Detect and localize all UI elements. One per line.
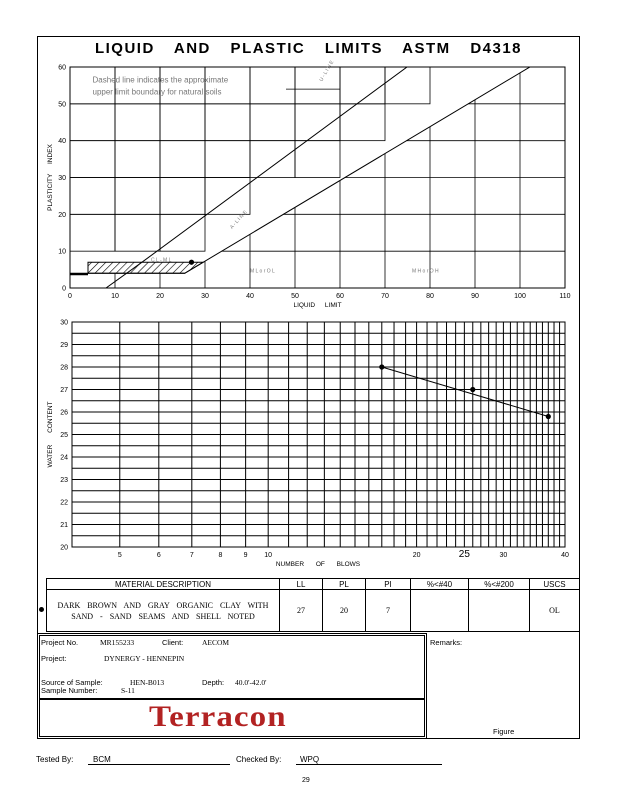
flow-point	[546, 414, 551, 419]
page-title: LIQUID AND PLASTIC LIMITS ASTM D4318	[94, 40, 523, 57]
flow-y-tick: 28	[60, 364, 68, 372]
plasticity-y-tick: 30	[58, 175, 66, 182]
plasticity-grid-cell	[250, 141, 295, 178]
plasticity-chart	[47, 0, 571, 309]
depth-value: 40.0'-42.0'	[235, 678, 267, 687]
header-p200: %<#200	[469, 579, 530, 590]
plasticity-grid-cell	[205, 104, 250, 141]
flow-x-tick: 9	[243, 552, 248, 559]
flow-point	[470, 387, 475, 392]
flow-point	[379, 364, 384, 369]
flow-y-tick: 29	[60, 342, 68, 349]
plasticity-grid-cell	[70, 141, 115, 178]
page-number: 29	[302, 777, 310, 784]
sample-value: S-11	[121, 686, 135, 695]
flow-y-tick: 20	[60, 544, 68, 552]
plasticity-x-tick: 70	[381, 293, 389, 300]
flow-x-tick: 20	[412, 552, 421, 559]
source-label: Source of Sample:	[41, 678, 103, 687]
plasticity-y-tick: 0	[62, 285, 66, 293]
flow-x-tick: 25	[458, 549, 470, 560]
plasticity-grid-cell	[295, 67, 340, 104]
flow-y-tick: 24	[60, 454, 68, 462]
value-p40	[411, 590, 469, 632]
flow-y-label: WATER CONTENT	[47, 401, 54, 468]
value-p200	[469, 590, 530, 632]
desc-line-1: DARK BROWN AND GRAY ORGANIC CLAY WITH	[57, 600, 269, 610]
plasticity-grid-cell	[70, 104, 115, 141]
flow-y-tick: 27	[60, 387, 68, 394]
client-value: AECOM	[202, 638, 230, 647]
flow-x-tick: 8	[218, 552, 223, 559]
plasticity-x-tick: 0	[68, 293, 72, 300]
flow-y-tick: 26	[60, 409, 68, 417]
cl-ml-label: C L - M L	[151, 257, 172, 264]
header-p40: %<#40	[411, 579, 469, 590]
client-label: Client:	[162, 638, 184, 647]
project-no-value: MR155233	[100, 638, 135, 647]
header-uscs: USCS	[530, 579, 580, 590]
flow-x-tick: 40	[561, 552, 569, 559]
plasticity-grid-cell	[340, 67, 385, 104]
plasticity-grid-cell	[115, 214, 160, 251]
plasticity-grid-cell	[250, 104, 295, 141]
plasticity-x-tick: 20	[156, 293, 164, 300]
depth-label: Depth:	[202, 678, 225, 687]
plasticity-x-tick: 60	[336, 293, 344, 300]
value-uscs: OL	[530, 590, 580, 632]
plasticity-grid-cell	[160, 104, 205, 141]
plasticity-grid-cell	[340, 104, 385, 141]
plasticity-grid-cell	[115, 141, 160, 178]
flow-x-tick: 5	[117, 552, 122, 559]
desc-line-2: SAND - SAND SEAMS AND SHELL NOTED	[71, 611, 255, 621]
plasticity-grid-cell	[70, 214, 115, 251]
plasticity-grid-cell	[205, 178, 250, 215]
plasticity-grid-cell	[160, 178, 205, 215]
cl-ml-hatched-zone	[88, 262, 203, 273]
plasticity-grid-cell	[115, 67, 160, 104]
row-marker-icon	[39, 607, 44, 612]
plasticity-y-label: PLASTICITY INDEX	[47, 144, 54, 211]
plasticity-y-tick: 10	[58, 248, 66, 256]
plasticity-grid-cell	[70, 67, 115, 104]
plasticity-x-tick: 50	[291, 293, 299, 300]
plasticity-grid-cell	[295, 104, 340, 141]
plasticity-grid-cell	[160, 141, 205, 178]
plasticity-y-tick: 40	[58, 138, 66, 146]
plasticity-x-tick: 100	[514, 293, 526, 300]
u-line-label: U - L I N E	[318, 59, 336, 83]
flow-y-tick: 21	[60, 522, 68, 529]
value-pi: 7	[366, 590, 411, 632]
u-line	[106, 0, 565, 288]
plasticity-grid-cell	[385, 67, 430, 104]
plasticity-x-label: LIQUID LIMIT	[293, 302, 342, 309]
plasticity-grid-cell	[250, 67, 295, 104]
header-material: MATERIAL DESCRIPTION	[47, 579, 280, 590]
project-no-label: Project No.	[41, 638, 79, 647]
tested-value: BCM	[93, 755, 111, 764]
note-line-1: Dashed line indicates the approximate	[92, 75, 229, 85]
flow-y-tick: 30	[60, 319, 68, 327]
plasticity-x-tick: 80	[426, 293, 434, 300]
value-ll: 27	[280, 590, 323, 632]
tested-label: Tested By:	[36, 755, 74, 764]
material-description	[47, 590, 280, 632]
plasticity-x-tick: 10	[111, 293, 119, 300]
plasticity-y-tick: 20	[58, 211, 66, 219]
sample-label: Sample Number:	[41, 686, 98, 695]
region-ml-ol: M L o r O L	[250, 268, 275, 275]
plasticity-point	[189, 260, 194, 265]
project-label: Project:	[41, 654, 67, 663]
source-value: HEN-B013	[130, 678, 165, 687]
checked-label: Checked By:	[236, 755, 282, 764]
flow-x-tick: 6	[156, 552, 161, 559]
plasticity-x-tick: 40	[246, 293, 254, 300]
figure-label: Figure	[493, 727, 515, 736]
plasticity-grid-cell	[70, 178, 115, 215]
note-line-2: upper limit boundary for natural soils	[92, 87, 222, 97]
a-line-label: A - L I N E	[229, 209, 249, 231]
plasticity-grid-cell	[160, 67, 205, 104]
results-table	[46, 578, 580, 632]
value-pl: 20	[323, 590, 366, 632]
remarks-label: Remarks:	[430, 638, 463, 647]
plasticity-x-tick: 110	[559, 293, 571, 300]
flow-y-tick: 22	[60, 499, 68, 507]
checked-value: WPQ	[300, 755, 320, 764]
project-value: DYNERGY - HENNEPIN	[104, 654, 185, 663]
flow-x-tick: 10	[264, 552, 273, 559]
flow-x-tick: 7	[189, 552, 194, 559]
flow-curve-chart	[47, 320, 569, 569]
plasticity-y-tick: 50	[58, 101, 66, 109]
plasticity-grid-cell	[115, 178, 160, 215]
plasticity-grid-cell	[115, 104, 160, 141]
flow-y-tick: 23	[60, 477, 68, 484]
flow-y-tick: 25	[60, 432, 68, 439]
header-pl: PL	[323, 579, 366, 590]
plasticity-grid-cell	[205, 141, 250, 178]
plasticity-grid-cell	[205, 67, 250, 104]
plasticity-y-tick: 60	[58, 64, 66, 72]
plasticity-x-tick: 30	[201, 293, 209, 300]
flow-x-label: NUMBER OF BLOWS	[275, 561, 361, 568]
terracon-logo: Terracon	[149, 700, 287, 733]
header-ll: LL	[280, 579, 323, 590]
flow-x-tick: 30	[499, 552, 508, 559]
plasticity-x-tick: 90	[471, 293, 479, 300]
plasticity-grid-cell	[295, 141, 340, 178]
region-mh-oh: M H o r O H	[412, 268, 439, 275]
header-pi: PI	[366, 579, 411, 590]
